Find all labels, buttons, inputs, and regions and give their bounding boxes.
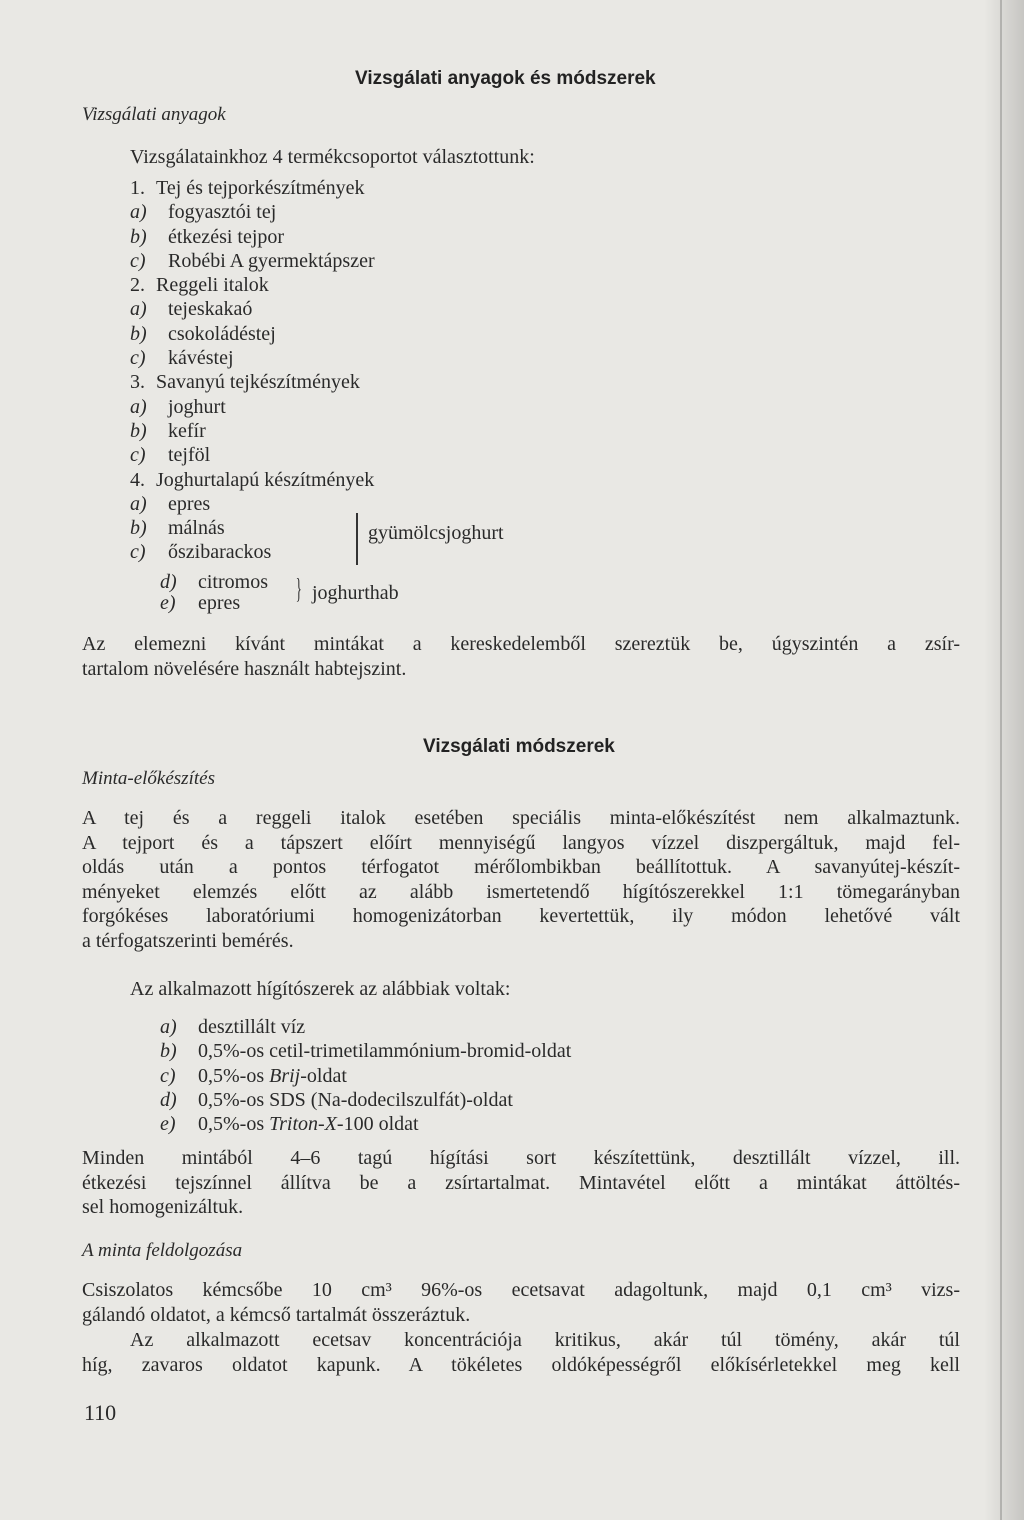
list-item: a) tejeskakaó xyxy=(130,298,253,321)
foam-yoghurt-label: joghurthab xyxy=(312,582,399,604)
list-item: c) Robébi A gyermektápszer xyxy=(130,249,375,272)
foam-yoghurt-brace: } xyxy=(295,574,302,605)
product-group-list xyxy=(130,176,375,565)
intro-text: Vizsgálatainkhoz 4 termékcsoportot választottunk: xyxy=(130,146,535,168)
side-heading-materials: Vizsgálati anyagok xyxy=(82,104,226,125)
list-item: b) csokoládéstej xyxy=(130,322,276,345)
list-item: a) fogyasztói tej xyxy=(130,201,277,224)
paragraph-dilution: Minden mintából 4–6 tagú hígítási sort készítettünk, desztillált vízzel, ill. étkezési tejszínnel állítva be a zsírtartalmat. Mintavétel előtt a mintákat áttöltés- sel homogenizáltuk. xyxy=(82,1147,960,1219)
list-item: c) kávéstej xyxy=(130,347,234,370)
side-heading-sample-prep: Minta-előkészítés xyxy=(82,768,215,789)
list-item: c) tejföl xyxy=(130,444,211,467)
foam-yoghurt-items xyxy=(160,572,268,614)
paragraph-sample-prep: A tej és a reggeli italok esetében speciális minta-előkészítést nem alkalmaztunk. A tejport és a tápszert előírt mennyiségű langyos vízzel diszpergáltuk, majd fel- oldás után a pontos térfogatot mérőlombikban beállítottuk. A savanyútej-készít- ményeket elemzés előtt az alább ismertetendő hígítószerekkel 1:1 tömegarányban forgókéses laboratóriumi homogenizátorban kevertettük, ily módon lehetővé vált a térfogatszerinti bemérés. xyxy=(82,807,960,952)
page-edge-line xyxy=(1000,0,1002,1520)
list-item: d) citromos xyxy=(160,571,268,593)
diluent-list xyxy=(160,1015,571,1136)
list-item: a) epres xyxy=(130,492,211,515)
list-item: a) joghurt xyxy=(130,395,226,418)
section-heading-materials-methods: Vizsgálati anyagok és módszerek xyxy=(355,68,656,89)
group-3-title: 3. Savanyú tejkészítmények xyxy=(130,371,360,394)
side-heading-processing: A minta feldolgozása xyxy=(82,1240,243,1261)
list-item: a) desztillált víz xyxy=(160,1016,306,1038)
list-item: b) málnás xyxy=(130,517,225,540)
section-heading-methods: Vizsgálati módszerek xyxy=(423,736,615,757)
list-item: e) 0,5%-os Triton-X-100 oldat xyxy=(160,1113,419,1136)
list-item: b) kefír xyxy=(130,419,206,442)
page-edge-shadow xyxy=(984,0,1024,1520)
list-item: b) étkezési tejpor xyxy=(130,225,285,248)
group-2-title: 2. Reggeli italok xyxy=(130,274,269,297)
list-item: e) epres xyxy=(160,592,241,614)
paragraph-acetic-acid: Az alkalmazott ecetsav koncentrációja kritikus, akár túl tömény, akár túl híg, zavaros oldatot kapunk. A tökéletes oldóképességről előkísérletekkel meg kell xyxy=(82,1329,960,1376)
group-1-title: 1. Tej és tejporkészítmények xyxy=(130,177,365,199)
group-4-title: 4. Joghurtalapú készítmények xyxy=(130,468,375,491)
diluents-intro: Az alkalmazott hígítószerek az alábbiak voltak: xyxy=(130,978,511,1000)
page-number: 110 xyxy=(84,1400,117,1425)
paragraph-processing: Csiszolatos kémcsőbe 10 cm³ 96%-os ecetsavat adagoltunk, majd 0,1 cm³ vizs- gálandó oldatot, a kémcső tartalmát összeráztuk. xyxy=(82,1279,960,1326)
paragraph-sources: Az elemezni kívánt mintákat a kereskedelemből szereztük be, úgyszintén a zsír- tartalom növelésére használt habtejszint. xyxy=(82,633,960,680)
list-item: d) 0,5%-os SDS (Na-dodecilszulfát)-oldat xyxy=(160,1088,513,1111)
list-item: c) őszibarackos xyxy=(130,541,272,564)
fruit-yoghurt-brace xyxy=(356,513,358,565)
list-item: c) 0,5%-os Brij-oldat xyxy=(160,1064,347,1087)
fruit-yoghurt-label: gyümölcsjoghurt xyxy=(368,522,504,544)
list-item: b) 0,5%-os cetil-trimetilammónium-bromid-oldat xyxy=(160,1040,572,1063)
